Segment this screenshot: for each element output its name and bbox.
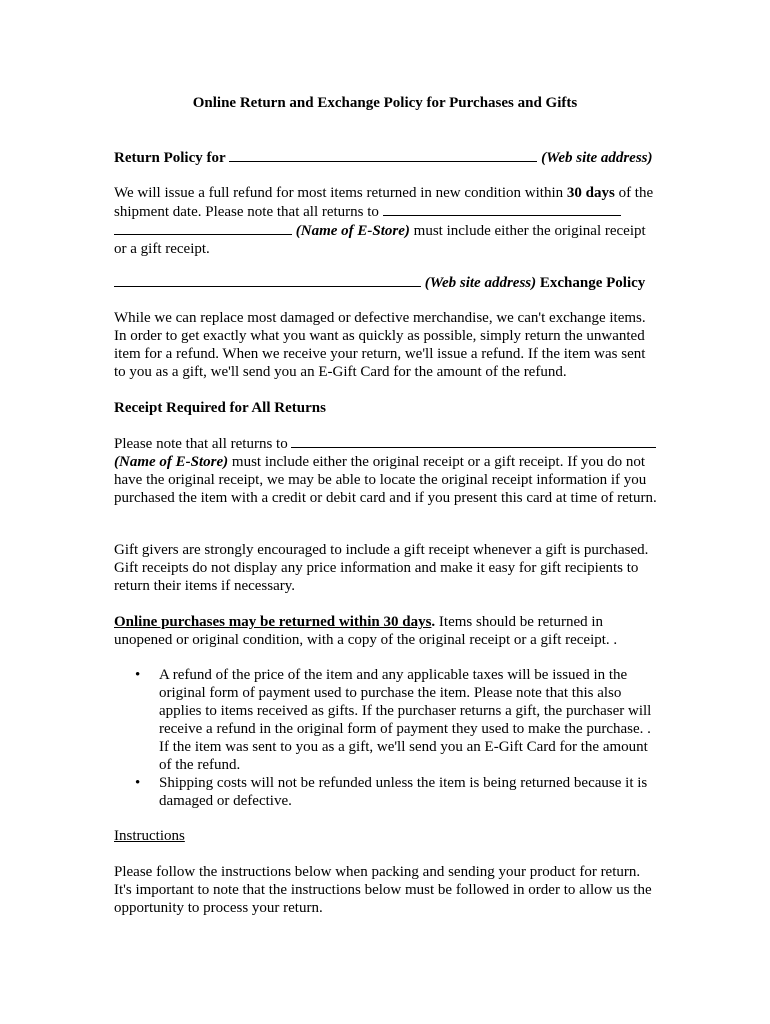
receipt-text-1: Please note that all returns to (114, 436, 292, 452)
refund-text-1: We will issue a full refund for most items returned in new condition within (114, 185, 567, 201)
online-purchases-lead: Online purchases may be returned within 30 days (114, 614, 432, 630)
store-name-blank-2[interactable] (114, 221, 292, 235)
bullet-text: A refund of the price of the item and any applicable taxes will be issued in the original form of payment used to purchase the item. Please note that this also applies to items received as gifts. If the purchaser returns a gift, the purchaser will receive a refund in the original form of payment they used to make the purchase. . If the item was sent to you as a gift, we'll send you an E-Gift Card for the amount of the refund. (159, 667, 652, 773)
online-purchases-paragraph (114, 613, 659, 649)
online-purchases-dot: . (431, 614, 436, 630)
store-name-blank-1[interactable] (383, 202, 621, 216)
bullet-icon: • (135, 775, 141, 791)
refund-days: 30 days (566, 185, 615, 201)
refund-bullet-list (114, 666, 659, 810)
bullet-text: Shipping costs will not be refunded unless the item is being returned because it is damaged or defective. (159, 775, 648, 809)
instructions-paragraph: Please follow the instructions below when packing and sending your product for return. It's important to note that the instructions below must be followed in order to allow us the opportunity to process your return. (114, 864, 652, 916)
exchange-web-address-placeholder: (Web site address) (424, 275, 537, 291)
exchange-web-address-blank[interactable] (114, 273, 421, 287)
instructions-heading: Instructions (114, 828, 185, 844)
web-address-blank[interactable] (229, 148, 537, 162)
online-purchases-text: Items should be returned in unopened or original condition, with a copy of the original receipt or a gift receipt. . (114, 614, 618, 648)
refund-text-3: must include either the original receipt or a gift receipt. (114, 223, 646, 257)
exchange-paragraph: While we can replace most damaged or defective merchandise, we can't exchange items. In order to get exactly what you want as quickly as possible, simply return the unwanted item for a refund. When we receive your return, we'll issue a refund. If the item was sent to you as a gift, we'll send you an E-Gift Card for the amount of the refund. (114, 310, 646, 380)
return-policy-heading (114, 148, 659, 167)
refund-paragraph (114, 184, 659, 258)
list-item (114, 774, 659, 810)
receipt-text-2: must include either the original receipt or a gift receipt. If you do not have the original receipt, we may be able to locate the original receipt information if you purchased the item with a credit or debit card and if you present this card at time of return. (114, 454, 657, 506)
bullet-icon: • (135, 667, 141, 683)
receipt-heading: Receipt Required for All Returns (114, 400, 326, 416)
document-title: Online Return and Exchange Policy for Purchases and Gifts (192, 95, 578, 111)
store-name-placeholder: (Name of E-Store) (295, 223, 410, 239)
web-address-placeholder: (Web site address) (541, 150, 653, 166)
refund-text-2: of the shipment date. Please note that all returns to (114, 185, 654, 220)
receipt-store-blank[interactable] (291, 434, 656, 448)
exchange-policy-heading (114, 273, 659, 292)
receipt-store-placeholder: (Name of E-Store) (114, 454, 229, 470)
exchange-policy-label: Exchange Policy (536, 275, 646, 291)
receipt-paragraph (114, 434, 659, 507)
return-policy-label: Return Policy for (114, 150, 226, 166)
list-item (114, 666, 659, 774)
gift-paragraph: Gift givers are strongly encouraged to include a gift receipt whenever a gift is purchased. Gift receipts do not display any price information and make it easy for gift recipients to return their items if necessary. (114, 542, 649, 594)
